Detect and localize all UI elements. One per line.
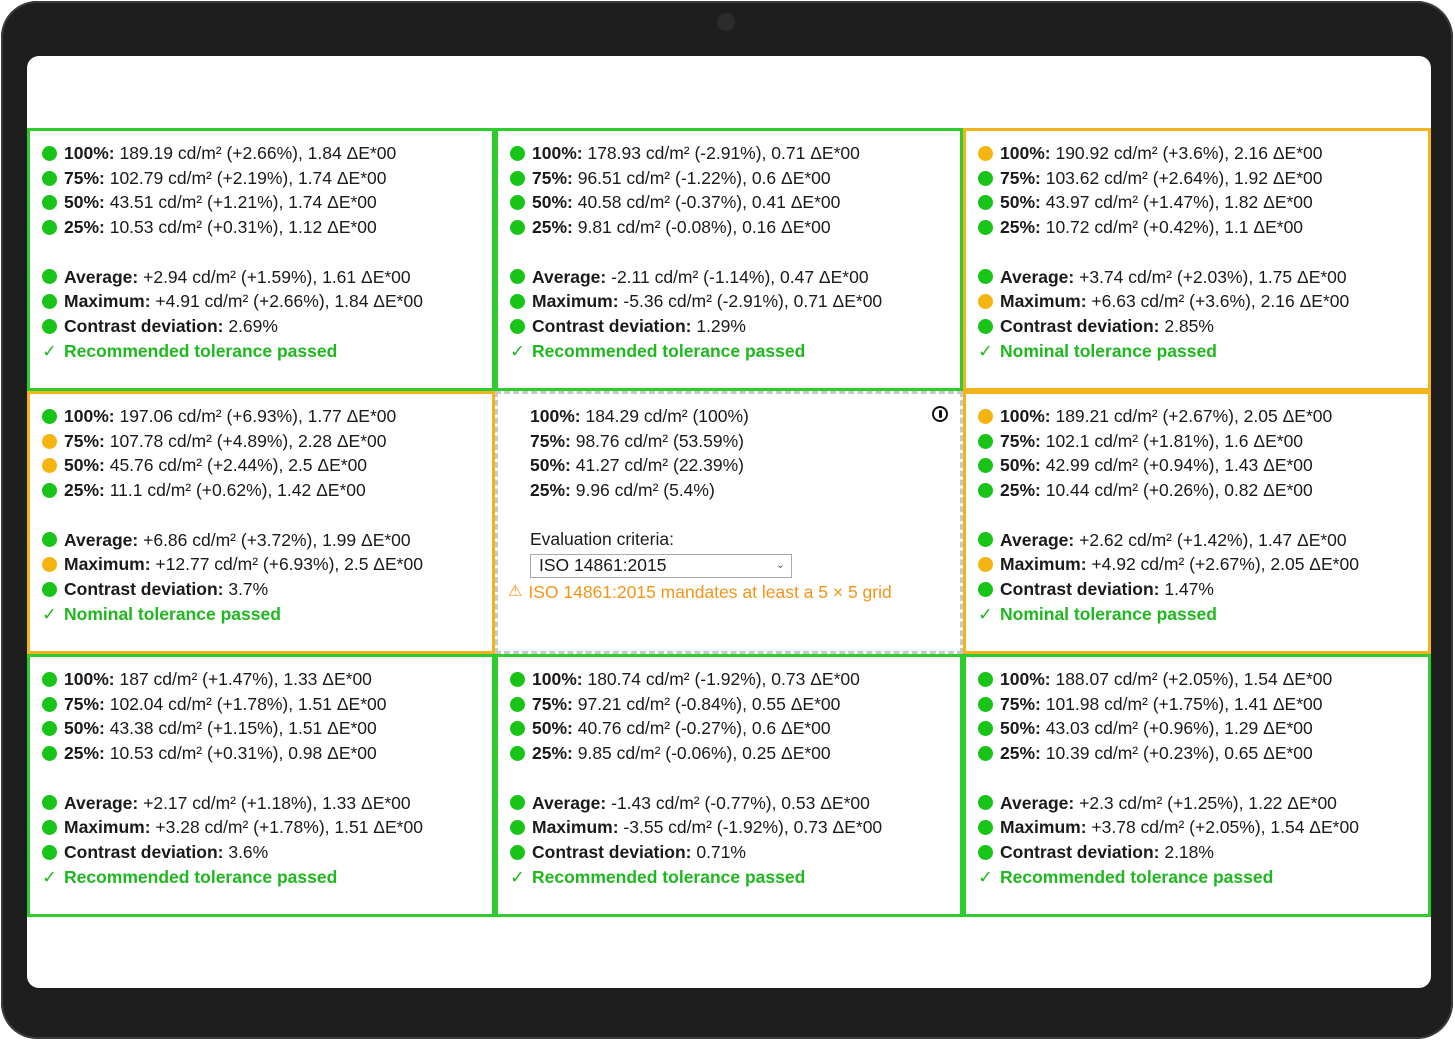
measurement-label: 100%: — [64, 143, 115, 163]
measurement-value: 42.99 cd/m² (+0.94%), 1.43 ΔE*00 — [1040, 455, 1313, 476]
tolerance-result-text: Nominal tolerance passed — [1000, 603, 1217, 624]
measurement-label: 50%: — [1000, 455, 1041, 476]
status-dot-icon — [42, 171, 57, 186]
status-dot-icon — [510, 269, 525, 284]
measurement-label: Average: — [1000, 792, 1075, 813]
grid-cell-top-right — [963, 128, 1431, 391]
measurement-value: +3.74 cd/m² (+2.03%), 1.75 ΔE*00 — [1074, 266, 1347, 287]
camera-dot — [717, 13, 735, 31]
status-dot-icon — [42, 532, 57, 547]
measurement-label: 75%: — [1000, 693, 1041, 714]
measurement-row — [42, 141, 492, 166]
measurement-label: 75%: — [64, 693, 105, 714]
status-dot-icon — [510, 146, 525, 161]
measurement-row — [42, 815, 492, 840]
measurement-label: Contrast deviation: — [532, 841, 692, 862]
spacer — [978, 503, 1428, 528]
spacer — [42, 766, 492, 791]
measurement-label: 75%: — [64, 430, 105, 451]
measurement-label: 75%: — [530, 430, 571, 451]
measurement-label: 100%: — [64, 406, 115, 426]
tolerance-result-text: Nominal tolerance passed — [64, 603, 281, 624]
status-dot-icon — [978, 672, 993, 687]
measurement-row — [42, 528, 492, 553]
measurement-value: +2.94 cd/m² (+1.59%), 1.61 ΔE*00 — [138, 266, 411, 287]
grid-cell-top-left — [27, 128, 495, 391]
measurement-row — [978, 791, 1428, 816]
status-dot-icon — [42, 195, 57, 210]
status-dot-icon — [978, 820, 993, 835]
measurement-label: 25%: — [64, 480, 105, 501]
measurement-value: 102.04 cd/m² (+1.78%), 1.51 ΔE*00 — [104, 693, 387, 714]
measurement-value: +3.28 cd/m² (+1.78%), 1.51 ΔE*00 — [150, 817, 423, 838]
uniformity-grid — [27, 128, 1431, 917]
measurement-row — [978, 265, 1428, 290]
measurement-value: 9.85 cd/m² (-0.06%), 0.25 ΔE*00 — [572, 743, 831, 764]
measurement-row — [978, 741, 1428, 766]
evaluation-criteria-select[interactable] — [530, 554, 792, 578]
measurement-label: 100%: — [532, 669, 583, 689]
measurement-label: 75%: — [1000, 430, 1041, 451]
measurement-value: 43.38 cd/m² (+1.15%), 1.51 ΔE*00 — [104, 718, 377, 739]
measurement-label: 50%: — [64, 718, 105, 739]
measurement-row — [510, 815, 960, 840]
status-dot-icon — [978, 557, 993, 572]
measurement-label: 25%: — [1000, 743, 1041, 764]
measurement-label: 100%: — [530, 406, 581, 426]
measurement-row — [978, 577, 1428, 602]
measurement-label: Contrast deviation: — [64, 841, 224, 862]
status-dot-icon — [510, 672, 525, 687]
status-dot-icon — [42, 746, 57, 761]
status-dot-icon — [42, 795, 57, 810]
chevron-down-icon: ⌄ — [775, 559, 785, 572]
measurement-label: Average: — [64, 792, 139, 813]
measurement-row — [42, 552, 492, 577]
tolerance-result — [978, 602, 1428, 627]
measurement-label: 100%: — [1000, 143, 1051, 163]
measurement-label: 25%: — [1000, 480, 1041, 501]
measurement-label: Maximum: — [64, 291, 151, 312]
measurement-label: Maximum: — [532, 817, 619, 838]
measurement-row — [42, 215, 492, 240]
spacer — [978, 766, 1428, 791]
measurement-row — [978, 716, 1428, 741]
measurement-row — [42, 265, 492, 290]
checkmark-icon: ✓ — [978, 603, 993, 624]
grid-cell-bottom-right — [963, 654, 1431, 917]
spacer — [978, 240, 1428, 265]
warning-text: ISO 14861:2015 mandates at least a 5 × 5 grid — [528, 581, 892, 602]
status-dot-icon — [42, 672, 57, 687]
measurement-value: -3.55 cd/m² (-1.92%), 0.73 ΔE*00 — [618, 817, 883, 838]
measurement-label: Maximum: — [1000, 817, 1087, 838]
status-dot-icon — [978, 697, 993, 712]
measurement-label: 75%: — [532, 693, 573, 714]
measurement-value: 184.29 cd/m² (100%) — [580, 406, 749, 426]
status-dot-icon — [978, 220, 993, 235]
measurement-row — [42, 791, 492, 816]
measurement-value: +6.63 cd/m² (+3.6%), 2.16 ΔE*00 — [1086, 291, 1350, 312]
select-value: ISO 14861:2015 — [539, 555, 667, 576]
measurement-value: 101.98 cd/m² (+1.75%), 1.41 ΔE*00 — [1040, 693, 1323, 714]
status-dot-icon — [978, 195, 993, 210]
measurement-row — [978, 289, 1428, 314]
measurement-row — [510, 190, 960, 215]
checkmark-icon: ✓ — [510, 866, 525, 887]
measurement-label: Maximum: — [1000, 554, 1087, 575]
measurement-row — [978, 404, 1428, 429]
measurement-label: Contrast deviation: — [64, 315, 224, 336]
evaluation-criteria-label: Evaluation criteria: — [530, 528, 674, 549]
measurement-value: +6.86 cd/m² (+3.72%), 1.99 ΔE*00 — [138, 529, 411, 550]
spacer — [42, 503, 492, 528]
measurement-value: 102.79 cd/m² (+2.19%), 1.74 ΔE*00 — [104, 167, 387, 188]
status-dot-icon — [510, 845, 525, 860]
status-dot-icon — [978, 483, 993, 498]
status-dot-icon — [510, 820, 525, 835]
measurement-row — [42, 289, 492, 314]
measurement-row — [978, 815, 1428, 840]
status-dot-icon — [42, 721, 57, 736]
measurement-label: Average: — [1000, 266, 1075, 287]
tolerance-result-text: Recommended tolerance passed — [64, 340, 338, 361]
measurement-row — [42, 429, 492, 454]
measurement-value: -5.36 cd/m² (-2.91%), 0.71 ΔE*00 — [618, 291, 883, 312]
tolerance-result-text: Recommended tolerance passed — [532, 340, 806, 361]
measurement-value: 11.1 cd/m² (+0.62%), 1.42 ΔE*00 — [104, 480, 366, 501]
measurement-row — [978, 667, 1428, 692]
measurement-row — [978, 552, 1428, 577]
measurement-value: 189.19 cd/m² (+2.66%), 1.84 ΔE*00 — [114, 143, 397, 163]
grid-cell-bottom-center — [495, 654, 963, 917]
measurement-label: 100%: — [1000, 669, 1051, 689]
spacer — [42, 240, 492, 265]
measurement-value: -1.43 cd/m² (-0.77%), 0.53 ΔE*00 — [606, 792, 870, 813]
measurement-label: Maximum: — [1000, 291, 1087, 312]
measurement-row — [510, 692, 960, 717]
measurement-value: 107.78 cd/m² (+4.89%), 2.28 ΔE*00 — [104, 430, 387, 451]
measurement-label: 50%: — [532, 718, 573, 739]
status-dot-icon — [42, 582, 57, 597]
measurement-row — [510, 314, 960, 339]
checkmark-icon: ✓ — [510, 340, 525, 361]
status-dot-icon — [978, 434, 993, 449]
measurement-row — [978, 141, 1428, 166]
status-dot-icon — [978, 146, 993, 161]
measurement-label: 75%: — [64, 167, 105, 188]
measurement-label: Contrast deviation: — [532, 315, 692, 336]
measurement-value: 43.97 cd/m² (+1.47%), 1.82 ΔE*00 — [1040, 192, 1313, 213]
measurement-row — [42, 314, 492, 339]
status-dot-icon — [510, 319, 525, 334]
checkmark-icon: ✓ — [978, 866, 993, 887]
measurement-value: 3.6% — [223, 841, 269, 862]
measurement-row — [42, 716, 492, 741]
status-dot-icon — [510, 795, 525, 810]
info-icon[interactable] — [932, 406, 948, 422]
measurement-value: +12.77 cd/m² (+6.93%), 2.5 ΔE*00 — [150, 554, 423, 575]
checkmark-icon: ✓ — [42, 866, 57, 887]
status-dot-icon — [510, 746, 525, 761]
measurement-value: 178.93 cd/m² (-2.91%), 0.71 ΔE*00 — [582, 143, 860, 163]
measurement-label: 25%: — [64, 217, 105, 238]
measurement-row — [978, 692, 1428, 717]
measurement-row — [510, 141, 960, 166]
measurement-row — [530, 478, 960, 503]
measurement-value: +2.17 cd/m² (+1.18%), 1.33 ΔE*00 — [138, 792, 411, 813]
status-dot-icon — [42, 458, 57, 473]
tablet-frame — [1, 1, 1453, 1039]
measurement-label: 75%: — [1000, 167, 1041, 188]
measurement-label: 50%: — [1000, 718, 1041, 739]
measurement-value: 0.71% — [691, 841, 746, 862]
measurement-label: 25%: — [532, 743, 573, 764]
tolerance-result-text: Recommended tolerance passed — [1000, 866, 1274, 887]
measurement-row — [978, 314, 1428, 339]
status-dot-icon — [42, 319, 57, 334]
measurement-value: 10.44 cd/m² (+0.26%), 0.82 ΔE*00 — [1040, 480, 1313, 501]
measurement-label: 25%: — [530, 480, 571, 501]
measurement-row — [978, 840, 1428, 865]
measurement-label: Maximum: — [64, 817, 151, 838]
tolerance-result — [42, 865, 492, 890]
measurement-value: +4.91 cd/m² (+2.66%), 1.84 ΔE*00 — [150, 291, 423, 312]
tolerance-result — [510, 339, 960, 364]
measurement-value: 197.06 cd/m² (+6.93%), 1.77 ΔE*00 — [114, 406, 397, 426]
measurement-row — [510, 166, 960, 191]
measurement-value: 10.53 cd/m² (+0.31%), 0.98 ΔE*00 — [104, 743, 377, 764]
status-dot-icon — [42, 409, 57, 424]
measurement-label: 25%: — [532, 217, 573, 238]
status-dot-icon — [978, 319, 993, 334]
measurement-value: +2.3 cd/m² (+1.25%), 1.22 ΔE*00 — [1074, 792, 1337, 813]
warning-icon: ⚠ — [508, 582, 523, 600]
tolerance-result-text: Recommended tolerance passed — [532, 866, 806, 887]
status-dot-icon — [510, 195, 525, 210]
status-dot-icon — [510, 697, 525, 712]
grid-warning — [508, 580, 960, 605]
measurement-value: 189.21 cd/m² (+2.67%), 2.05 ΔE*00 — [1050, 406, 1333, 426]
measurement-row — [530, 404, 960, 429]
measurement-row — [978, 190, 1428, 215]
measurement-value: 9.96 cd/m² (5.4%) — [570, 480, 715, 501]
tolerance-result — [510, 865, 960, 890]
measurement-value: 10.53 cd/m² (+0.31%), 1.12 ΔE*00 — [104, 217, 377, 238]
measurement-label: Contrast deviation: — [64, 578, 224, 599]
status-dot-icon — [978, 294, 993, 309]
measurement-value: 9.81 cd/m² (-0.08%), 0.16 ΔE*00 — [572, 217, 831, 238]
tolerance-result — [42, 339, 492, 364]
measurement-value: +2.62 cd/m² (+1.42%), 1.47 ΔE*00 — [1074, 529, 1347, 550]
measurement-label: 50%: — [1000, 192, 1041, 213]
checkmark-icon: ✓ — [978, 340, 993, 361]
measurement-label: 25%: — [64, 743, 105, 764]
measurement-value: 3.7% — [223, 578, 269, 599]
measurement-value: 188.07 cd/m² (+2.05%), 1.54 ΔE*00 — [1050, 669, 1333, 689]
status-dot-icon — [978, 746, 993, 761]
tolerance-result — [978, 865, 1428, 890]
measurement-label: 50%: — [530, 455, 571, 476]
status-dot-icon — [42, 269, 57, 284]
measurement-value: 1.29% — [691, 315, 746, 336]
status-dot-icon — [978, 532, 993, 547]
measurement-label: Average: — [64, 529, 139, 550]
checkmark-icon: ✓ — [42, 603, 57, 624]
measurement-row — [42, 453, 492, 478]
status-dot-icon — [42, 820, 57, 835]
status-dot-icon — [510, 220, 525, 235]
measurement-value: -2.11 cd/m² (-1.14%), 0.47 ΔE*00 — [606, 266, 869, 287]
measurement-value: 10.72 cd/m² (+0.42%), 1.1 ΔE*00 — [1040, 217, 1304, 238]
measurement-value: 45.76 cd/m² (+2.44%), 2.5 ΔE*00 — [104, 455, 368, 476]
measurement-value: 2.18% — [1159, 841, 1214, 862]
measurement-row — [42, 166, 492, 191]
measurement-label: 25%: — [1000, 217, 1041, 238]
measurement-label: Maximum: — [64, 554, 151, 575]
measurement-label: 100%: — [1000, 406, 1051, 426]
measurement-value: 180.74 cd/m² (-1.92%), 0.73 ΔE*00 — [582, 669, 860, 689]
measurement-row — [42, 190, 492, 215]
status-dot-icon — [42, 434, 57, 449]
measurement-row — [530, 453, 960, 478]
measurement-row — [42, 478, 492, 503]
measurement-row — [510, 289, 960, 314]
measurement-value: 103.62 cd/m² (+2.64%), 1.92 ΔE*00 — [1040, 167, 1323, 188]
measurement-label: 75%: — [532, 167, 573, 188]
tolerance-result — [978, 339, 1428, 364]
status-dot-icon — [42, 483, 57, 498]
measurement-value: +4.92 cd/m² (+2.67%), 2.05 ΔE*00 — [1086, 554, 1359, 575]
tolerance-result — [42, 602, 492, 627]
measurement-row — [510, 215, 960, 240]
status-dot-icon — [978, 171, 993, 186]
measurement-value: 2.69% — [223, 315, 278, 336]
measurement-label: 50%: — [64, 192, 105, 213]
measurement-row — [978, 528, 1428, 553]
status-dot-icon — [42, 557, 57, 572]
tolerance-result-text: Nominal tolerance passed — [1000, 340, 1217, 361]
measurement-value: 190.92 cd/m² (+3.6%), 2.16 ΔE*00 — [1050, 143, 1323, 163]
status-dot-icon — [42, 845, 57, 860]
status-dot-icon — [978, 795, 993, 810]
grid-cell-middle-right — [963, 391, 1431, 654]
status-dot-icon — [978, 721, 993, 736]
measurement-value: 102.1 cd/m² (+1.81%), 1.6 ΔE*00 — [1040, 430, 1304, 451]
measurement-label: Average: — [1000, 529, 1075, 550]
measurement-label: Contrast deviation: — [1000, 578, 1160, 599]
measurement-row — [42, 667, 492, 692]
measurement-label: 50%: — [532, 192, 573, 213]
measurement-label: Average: — [532, 792, 607, 813]
status-dot-icon — [978, 458, 993, 473]
measurement-value: 41.27 cd/m² (22.39%) — [570, 455, 744, 476]
status-dot-icon — [978, 582, 993, 597]
measurement-value: 43.51 cd/m² (+1.21%), 1.74 ΔE*00 — [104, 192, 377, 213]
status-dot-icon — [978, 845, 993, 860]
measurement-value: 40.76 cd/m² (-0.27%), 0.6 ΔE*00 — [572, 718, 831, 739]
measurement-row — [978, 166, 1428, 191]
measurement-row — [42, 840, 492, 865]
spacer — [510, 240, 960, 265]
measurement-value: 97.21 cd/m² (-0.84%), 0.55 ΔE*00 — [572, 693, 841, 714]
measurement-label: Contrast deviation: — [1000, 315, 1160, 336]
measurement-value: +3.78 cd/m² (+2.05%), 1.54 ΔE*00 — [1086, 817, 1359, 838]
measurement-row — [42, 577, 492, 602]
measurement-label: 100%: — [532, 143, 583, 163]
status-dot-icon — [42, 220, 57, 235]
status-dot-icon — [978, 269, 993, 284]
measurement-row — [510, 741, 960, 766]
status-dot-icon — [42, 697, 57, 712]
measurement-value: 40.58 cd/m² (-0.37%), 0.41 ΔE*00 — [572, 192, 841, 213]
status-dot-icon — [978, 409, 993, 424]
measurement-value: 43.03 cd/m² (+0.96%), 1.29 ΔE*00 — [1040, 718, 1313, 739]
measurement-row — [510, 265, 960, 290]
measurement-row — [510, 667, 960, 692]
screen — [27, 56, 1431, 988]
measurement-row — [510, 791, 960, 816]
measurement-row — [978, 478, 1428, 503]
status-dot-icon — [510, 171, 525, 186]
measurement-value: 2.85% — [1159, 315, 1214, 336]
measurement-row — [42, 404, 492, 429]
status-dot-icon — [42, 294, 57, 309]
measurement-label: Average: — [532, 266, 607, 287]
measurement-value: 1.47% — [1159, 578, 1214, 599]
measurement-row — [42, 741, 492, 766]
grid-cell-bottom-left — [27, 654, 495, 917]
measurement-row — [510, 716, 960, 741]
measurement-row — [978, 453, 1428, 478]
tolerance-result-text: Recommended tolerance passed — [64, 866, 338, 887]
measurement-row — [530, 429, 960, 454]
measurement-value: 10.39 cd/m² (+0.23%), 0.65 ΔE*00 — [1040, 743, 1313, 764]
measurement-row — [978, 429, 1428, 454]
measurement-label: 50%: — [64, 455, 105, 476]
status-dot-icon — [42, 146, 57, 161]
measurement-row — [978, 215, 1428, 240]
measurement-label: 100%: — [64, 669, 115, 689]
spacer — [510, 766, 960, 791]
measurement-label: Average: — [64, 266, 139, 287]
measurement-label: Maximum: — [532, 291, 619, 312]
measurement-label: Contrast deviation: — [1000, 841, 1160, 862]
grid-cell-top-center — [495, 128, 963, 391]
status-dot-icon — [510, 721, 525, 736]
status-dot-icon — [510, 294, 525, 309]
measurement-value: 187 cd/m² (+1.47%), 1.33 ΔE*00 — [114, 669, 372, 689]
checkmark-icon: ✓ — [42, 340, 57, 361]
measurement-value: 98.76 cd/m² (53.59%) — [570, 430, 744, 451]
grid-cell-center-reference — [495, 391, 963, 654]
measurement-value: 96.51 cd/m² (-1.22%), 0.6 ΔE*00 — [572, 167, 831, 188]
measurement-row — [42, 692, 492, 717]
measurement-row — [510, 840, 960, 865]
grid-cell-middle-left — [27, 391, 495, 654]
